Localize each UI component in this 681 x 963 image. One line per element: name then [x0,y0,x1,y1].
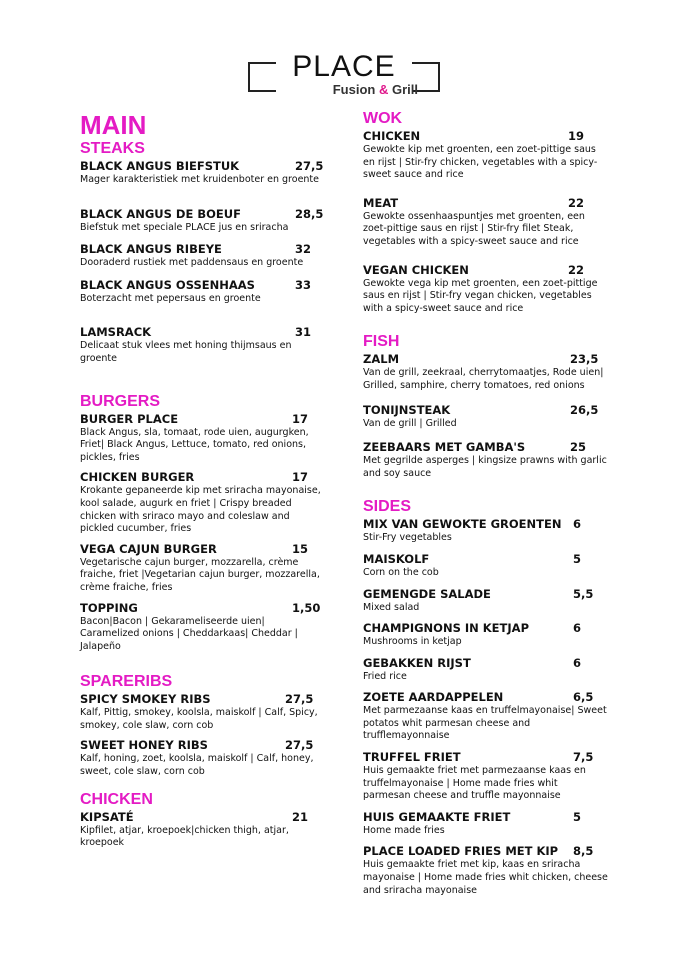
item-name: TRUFFEL FRIET [363,750,461,765]
item-description: Gewokte ossenhaaspuntjes met groenten, een zoet-pittige saus en rijst | Stir-fry filet Steak, vegetables with a spicy-sweet sauce and rice [363,210,585,247]
item-price: 6 [573,621,582,636]
item-price: 27,5 [285,738,314,753]
menu-item [80,159,325,187]
item-price: 32 [295,242,312,257]
item-price: 17 [292,411,309,426]
item-description: Gewokte vega kip met groenten, een zoet-pittige saus en rijst | Stir-fry vegan chicken, vegetables with a spicy-sweet sauce and rice [363,277,598,314]
menu-item [363,810,608,838]
item-description: Huis gemaakte friet met parmezaanse kaas en truffelmayonaise | Home made fries whit parmesan cheese and truffle mayonnaise [363,765,586,802]
menu-item [363,263,608,316]
place-logo [248,52,440,102]
item-description: Van de grill | Grilled [363,417,457,429]
menu-item [80,278,325,306]
item-price: 17 [292,470,309,485]
menu-item [80,810,325,850]
item-description: Mushrooms in ketjap [363,636,462,648]
logo-tagline: Fusion & Grill [332,82,418,97]
item-name: CHICKEN [363,129,421,143]
spareribs-section [80,673,325,778]
item-name: GEBAKKEN RIJST [363,655,471,670]
item-name: VEGA CAJUN BURGER [80,541,217,556]
item-price: 5,5 [573,586,594,601]
item-description: Mager karakteristiek met kruidenboter en groente [80,174,320,185]
item-name: BLACK ANGUS OSSENHAAS [80,277,255,292]
left-column [80,110,325,850]
menu-item [363,440,608,480]
item-name: LAMSRACK [80,325,152,340]
item-name: VEGAN CHICKEN [363,262,469,277]
item-price: 5 [573,809,582,824]
item-price: 8,5 [573,844,594,859]
sides-section [363,498,608,897]
item-price: 1,50 [292,600,321,615]
fish-section [363,333,608,480]
item-price: 7,5 [573,750,594,765]
item-description: Dooraderd rustiek met paddensaus en groente [80,257,304,269]
spareribs-title: SPARERIBS [80,673,173,691]
item-description: Biefstuk met speciale PLACE jus en sriracha [80,221,289,233]
item-price: 28,5 [295,206,324,221]
item-description: Black Angus, sla, tomaat, rode uien, augurgken, Friet| Black Angus, Lettuce, tomato, red onions, pickles, fries [80,426,309,463]
item-name: MEAT [363,195,399,210]
item-name: CHICKEN BURGER [80,470,195,485]
menu-item [363,656,608,684]
menu-item [363,552,608,580]
item-price: 5 [573,551,582,566]
menu-item [80,738,325,778]
menu-item [363,129,608,182]
menu-item [363,587,608,615]
steaks-section [80,140,325,366]
menu-item [80,242,325,270]
item-description: Delicaat stuk vlees met honing thijmsaus en groente [80,340,292,364]
menu-item [363,690,608,743]
sides-title: SIDES [363,498,412,516]
wok-section [363,110,608,315]
menu-item [80,542,325,595]
menu-item [363,403,608,431]
item-description: Kalf, Pittig, smokey, koolsla, maiskolf | Calf, Spicy, smokey, cole slaw, corn cob [80,707,318,731]
fish-title: FISH [363,333,400,351]
item-name: PLACE LOADED FRIES MET KIP [363,844,559,859]
item-description: Bacon|Bacon | Gekarameliseerde uien| Caramelized onions | Cheddarkaas| Cheddar | Jalapeño [80,615,298,652]
item-name: BLACK ANGUS RIBEYE [80,242,222,257]
item-description: Kalf, honing, zoet, koolsla, maiskolf | Calf, honey, sweet, cole slaw, corn cob [80,753,314,778]
item-name: ZOETE AARDAPPELEN [363,690,504,705]
item-price: 31 [295,325,312,340]
menu-item [80,692,325,732]
item-name: TOPPING [80,600,138,615]
item-name: BLACK ANGUS BIEFSTUK [80,159,240,173]
item-price: 19 [568,129,585,143]
item-name: CHAMPIGNONS IN KETJAP [363,621,529,636]
item-description: Huis gemaakte friet met kip, kaas en sriracha mayonaise | Home made fries whit chicken, cheese and sriracha mayonaise [363,859,608,896]
item-price: 33 [295,277,312,292]
item-price: 27,5 [285,692,314,707]
item-price: 6 [573,655,582,670]
item-name: BLACK ANGUS DE BOEUF [80,206,241,221]
item-price: 6 [573,517,582,532]
item-price: 26,5 [570,402,599,417]
menu-item [363,750,608,803]
menu-item [363,844,608,897]
item-description: Mixed salad [363,601,420,613]
item-name: ZEEBAARS MET GAMBA'S [363,440,526,455]
item-name: SWEET HONEY RIBS [80,738,208,753]
item-description: Krokante gepaneerde kip met sriracha mayonaise, kool salade, augurk en friet | Crispy breaded chicken with sriraco mayo and coleslaw and pickled cucumber, fries [80,485,321,535]
menu-item [80,207,325,235]
menu-item [80,601,325,654]
right-column [363,110,608,897]
item-description: Stir-Fry vegetables [363,532,452,544]
menu-item [80,412,325,465]
item-description: Gewokte kip met groenten, een zoet-pittige saus en rijst | Stir-fry chicken, vegetables with a spicy-sweet sauce and rice [363,144,598,181]
menu-item [363,621,608,649]
item-price: 6,5 [573,690,594,705]
item-price: 21 [292,809,309,824]
item-price: 22 [568,195,585,210]
burgers-title: BURGERS [80,392,161,410]
item-price: 27,5 [295,159,324,173]
item-name: TONIJNSTEAK [363,402,451,417]
burgers-section [80,393,325,654]
chicken-section [80,791,325,850]
item-description: Van de grill, zeekraal, cherrytomaatjes, Rode uien| Grilled, samphire, cherry tomatoes, red onions [363,367,604,391]
item-price: 23,5 [570,352,599,367]
item-name: ZALM [363,352,400,367]
item-price: 22 [568,262,585,277]
item-description: Boterzacht met pepersaus en groente [80,292,261,304]
item-name: MIX VAN GEWOKTE GROENTEN [363,517,562,532]
chicken-title: CHICKEN [80,790,153,808]
item-description: Met gegrilde asperges | kingsize prawns with garlic and soy sauce [363,455,607,479]
item-name: SPICY SMOKEY RIBS [80,692,211,707]
item-price: 25 [570,440,587,455]
item-description: Corn on the cob [363,566,439,578]
item-name: MAISKOLF [363,551,430,566]
logo-name: PLACE [292,50,396,83]
item-description: Vegetarische cajun burger, mozzarella, crème fraiche, friet |Vegetarian cajun burger, mozzarella, crème fraiche, fries [80,556,320,593]
menu-item [80,325,325,365]
steaks-title: STEAKS [80,140,145,157]
item-price: 15 [292,541,309,556]
item-description: Home made fries [363,824,445,836]
menu-item [80,470,325,535]
item-name: BURGER PLACE [80,411,179,426]
menu-item [363,196,608,249]
item-name: GEMENGDE SALADE [363,586,491,601]
item-name: HUIS GEMAAKTE FRIET [363,809,511,824]
wok-title: WOK [363,110,403,127]
item-name: KIPSATÉ [80,809,134,824]
menu-item [363,517,608,545]
item-description: Fried rice [363,670,407,682]
menu-item [363,352,608,392]
item-description: Kipfilet, atjar, kroepoek|chicken thigh, atjar, kroepoek [80,824,289,849]
main-title: MAIN [80,110,147,140]
item-description: Met parmezaanse kaas en truffelmayonaise| Sweet potatos whit parmesan cheese and trufflemayonnaise [363,705,607,742]
